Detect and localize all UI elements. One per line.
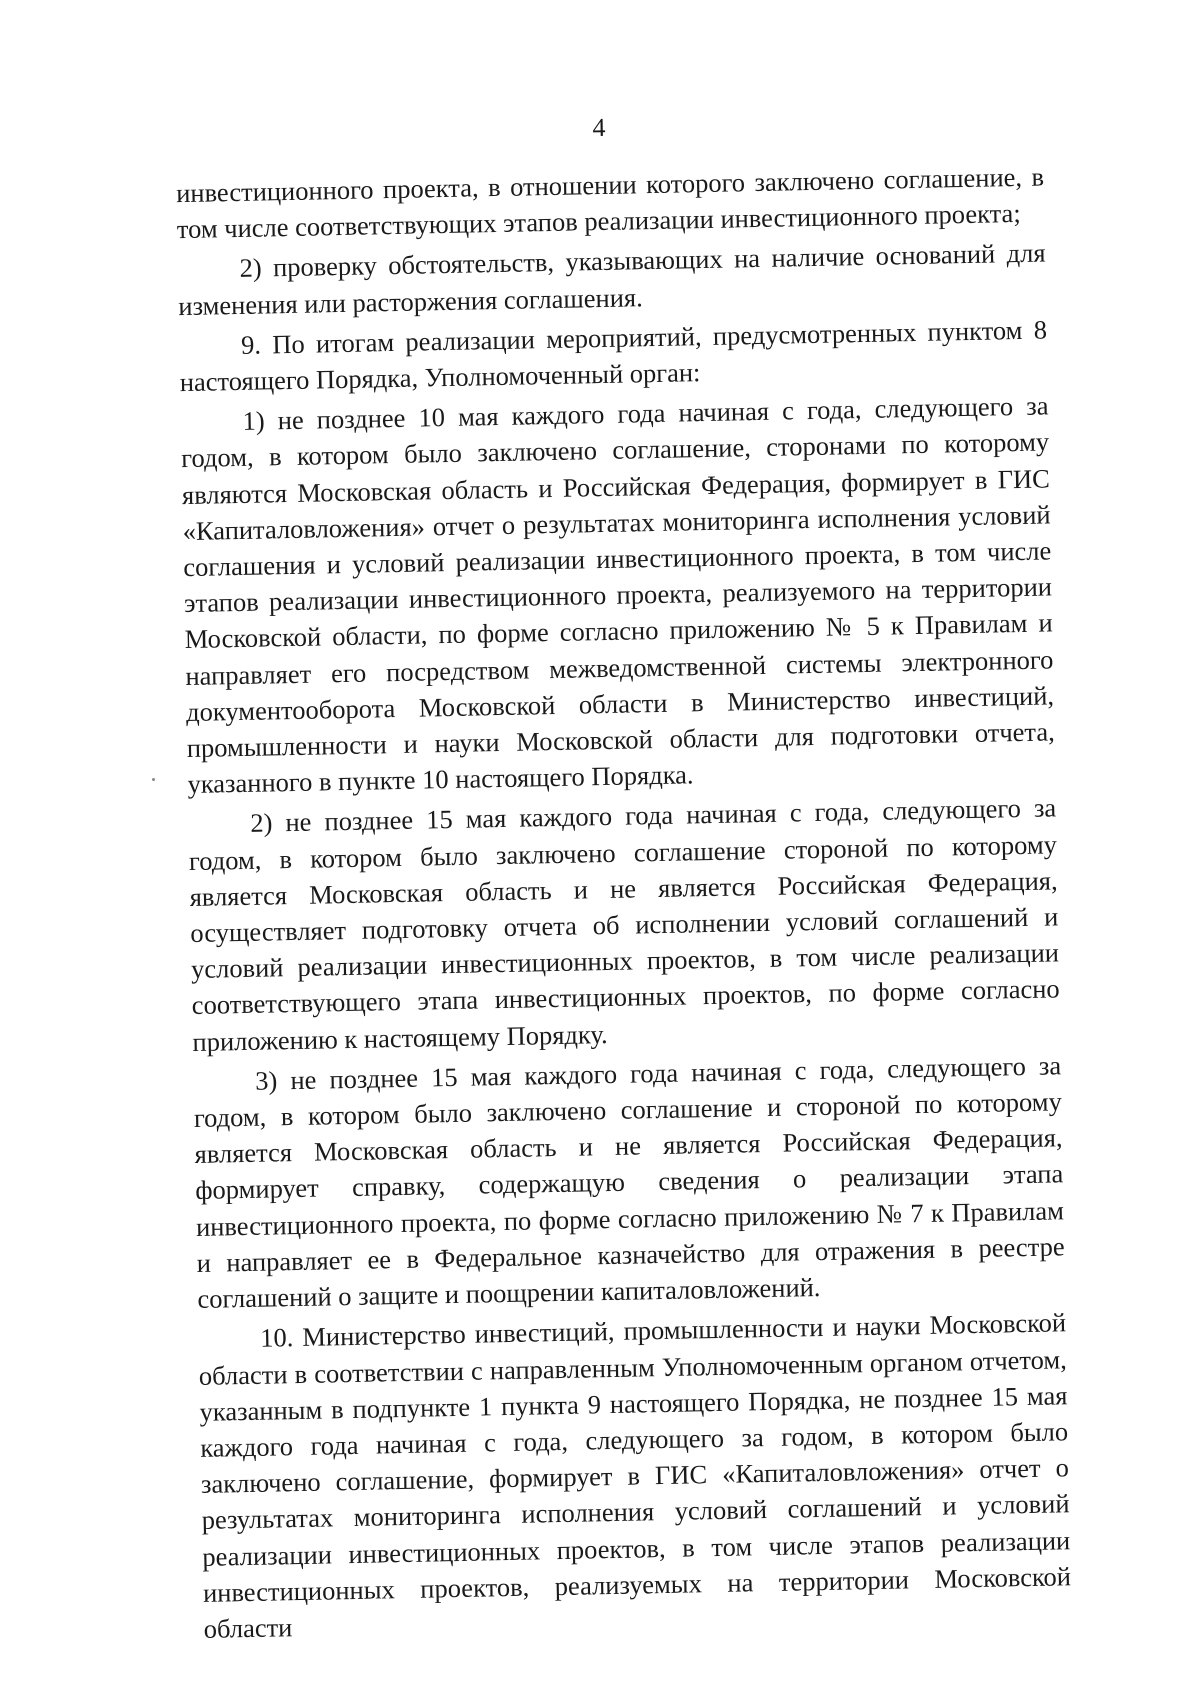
document-body (176, 158, 1072, 1651)
scan-speck (152, 778, 155, 781)
paragraph-clause-9-item-3: 3) не позднее 15 мая каждого года начиная с года, следующего за годом, в котором было заключено соглашение и стороной по которому является Московская область и не является Российская Федерация, формирует справку, содержащую сведения о реализации этапа инвестиционного проекта, по форме согласно приложению № 7 к Правилам и направляет ее в Федеральное казначейство для отражения в реестре соглашений о защите и поощрении капиталовложений. (193, 1050, 1065, 1315)
page-number: 4 (592, 112, 606, 143)
paragraph-clause-9: 9. По итогам реализации мероприятий, предусмотренных пунктом 8 настоящего Порядка, Уполномоченный орган: (179, 314, 1048, 398)
paragraph-continuation: инвестиционного проекта, в отношении которого заключено соглашение, в том числе соответствующих этапов реализации инвестиционного проекта; (175, 161, 1045, 245)
paragraph-clause-9-item-1: 1) не позднее 10 мая каждого года начиная с года, следующего за годом, в котором было заключено соглашение, сторонами по которому являются Московская область и Российская Федерация, формирует в ГИС «Капиталовложения» отчет о результатах мониторинга исполнения условий соглашения и условий реализации инвестиционного проекта, в том числе этапов реализации инвестиционного проекта, реализуемого на территории Московской области, по форме согласно приложению № 5 к Правилам и направляет его посредством межведомственной системы электронного документооборота Московской области в Министерство инвестиций, промышленности и науки Московской области для подготовки отчета, указанного в пункте 10 настоящего Порядка. (180, 390, 1055, 800)
paragraph-clause-9-item-2: 2) не позднее 15 мая каждого года начиная с года, следующего за годом, в котором было заключено соглашение стороной по которому является Московская область и не является Российская Федерация, осуществляет подготовку отчета об исполнении условий соглашений и условий реализации инвестиционных проектов, в том числе реализации соответствующего этапа инвестиционных проектов, по форме согласно приложению к настоящему Порядку. (188, 792, 1060, 1057)
paragraph-item-2-verification: 2) проверку обстоятельств, указывающих на наличие оснований для изменения или расторжения соглашения. (178, 237, 1046, 321)
paragraph-clause-10: 10. Министерство инвестиций, промышленности и науки Московской области в соответствии с направленным Уполномоченным органом отчетом, указанным в подпункте 1 пункта 9 настоящего Порядка, не позднее 15 мая каждого года начиная с года, следующего за годом, в котором было заключено соглашение, формирует в ГИС «Капиталовложения» отчет о результатах мониторинга исполнения условий соглашений и условий реализации инвестиционных проектов, в том числе этапов реализации инвестиционных проектов, реализуемых на территории Московской области (198, 1307, 1072, 1644)
